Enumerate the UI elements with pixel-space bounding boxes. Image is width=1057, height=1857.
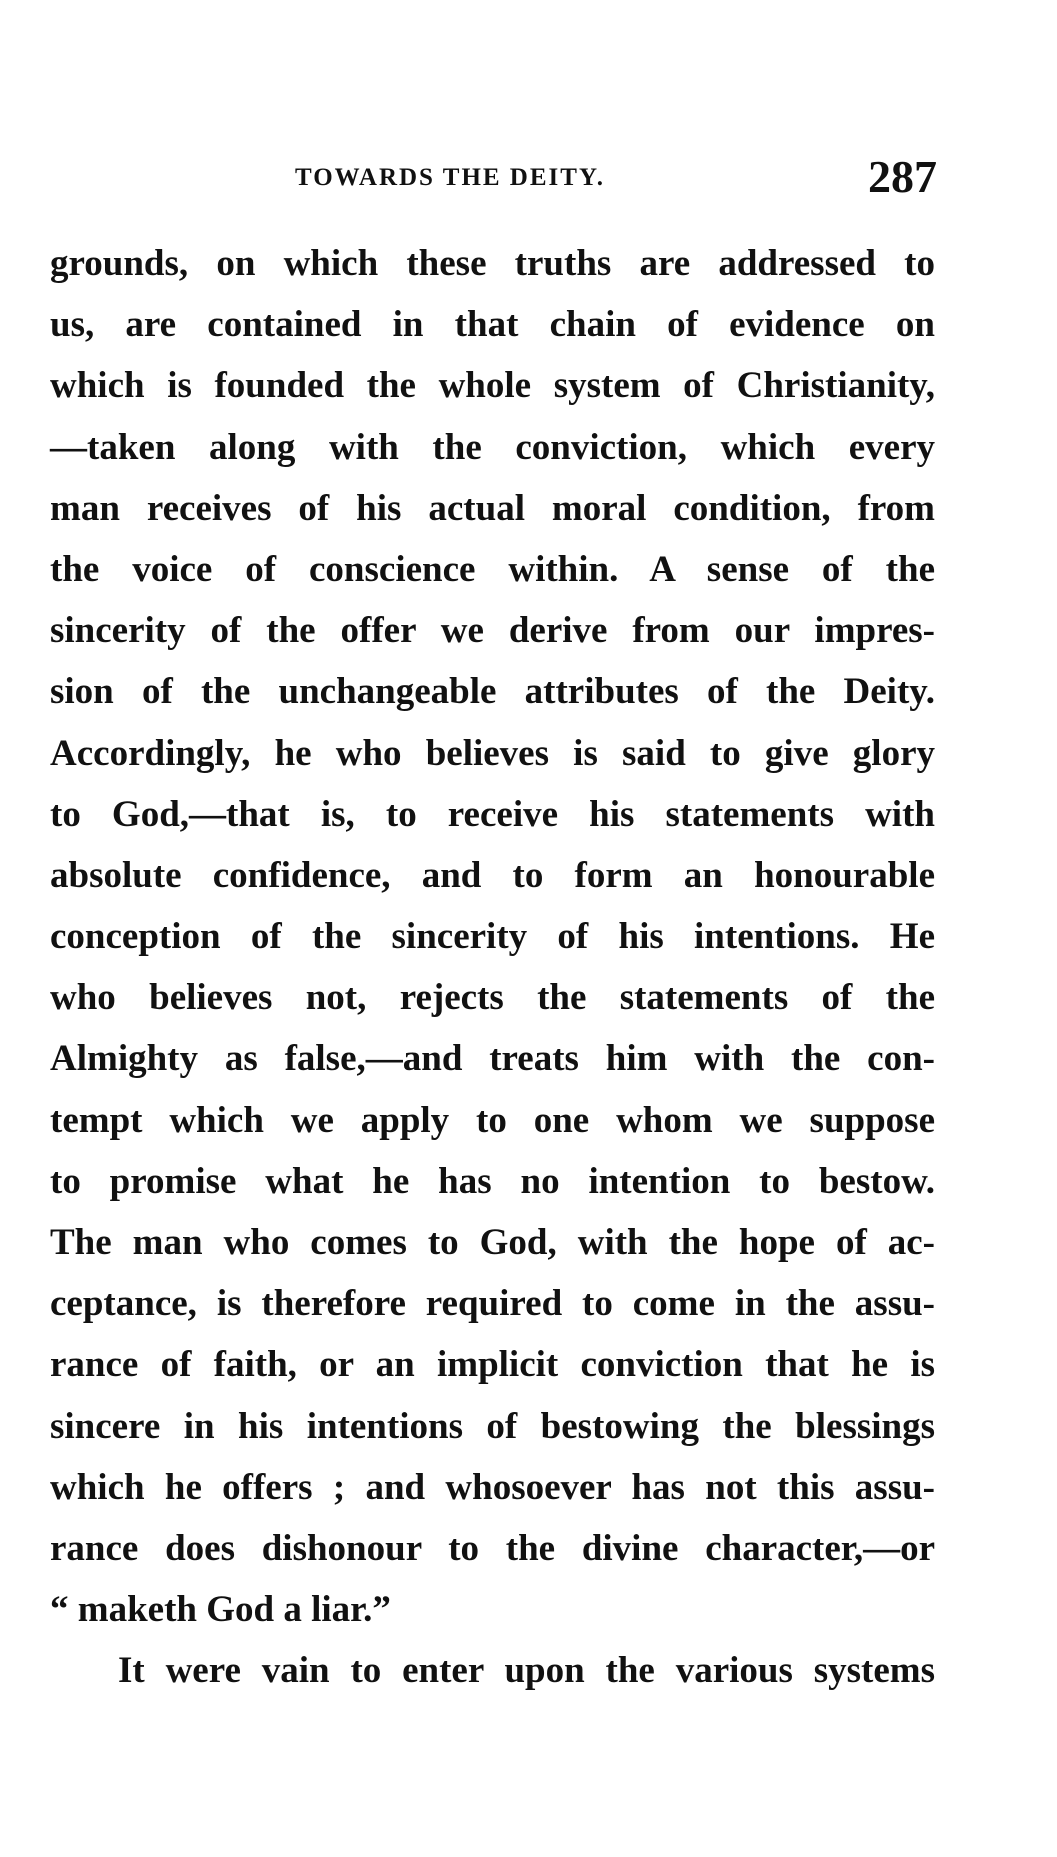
paragraph-2 [50,1640,935,1701]
text-line: grounds, on which these truths are addressed to [50,243,935,284]
text-line: It were vain to enter upon the various systems [118,1650,935,1692]
text-line: us, are contained in that chain of evidence on [50,304,935,346]
text-line: sincere in his intentions of bestowing the blessings [50,1405,935,1447]
text-line: who believes not, rejects the statements of the [50,977,935,1019]
page-number: 287 [868,151,937,202]
text-line: Almighty as false,—and treats him with the con- [50,1038,935,1080]
text-line: to promise what he has no intention to bestow. [50,1160,935,1202]
text-line: which he offers ; and whosoever has not this assu- [50,1466,935,1508]
paragraph-1 [50,233,935,1640]
text-line: which is founded the whole system of Christianity, [50,365,935,407]
text-line: rance does dishonour to the divine character,—or [50,1527,935,1569]
text-line: absolute confidence, and to form an honourable [50,854,935,896]
text-line: conception of the sincerity of his intentions. He [50,916,935,958]
text-line: rance of faith, or an implicit conviction that he is [50,1344,935,1386]
text-line: the voice of conscience within. A sense of the [50,548,935,590]
text-line: The man who comes to God, with the hope of ac- [50,1222,935,1263]
text-line: tempt which we apply to one whom we suppose [50,1099,935,1141]
running-head [55,150,935,210]
text-line: sion of the unchangeable attributes of the Deity. [50,671,935,713]
text-line: sincerity of the offer we derive from our impres- [50,610,935,652]
running-title: TOWARDS THE DEITY. [295,164,605,191]
text-line: ceptance, is therefore required to come in the assu- [50,1283,935,1325]
text-line: “ maketh God a liar.” [50,1589,391,1631]
body-text [50,233,935,1702]
text-line: —taken along with the conviction, which every [50,426,935,468]
text-line: to God,—that is, to receive his statements with [50,793,935,835]
text-line: Accordingly, he who believes is said to give glory [50,732,935,774]
text-line: man receives of his actual moral condition, from [50,487,935,529]
